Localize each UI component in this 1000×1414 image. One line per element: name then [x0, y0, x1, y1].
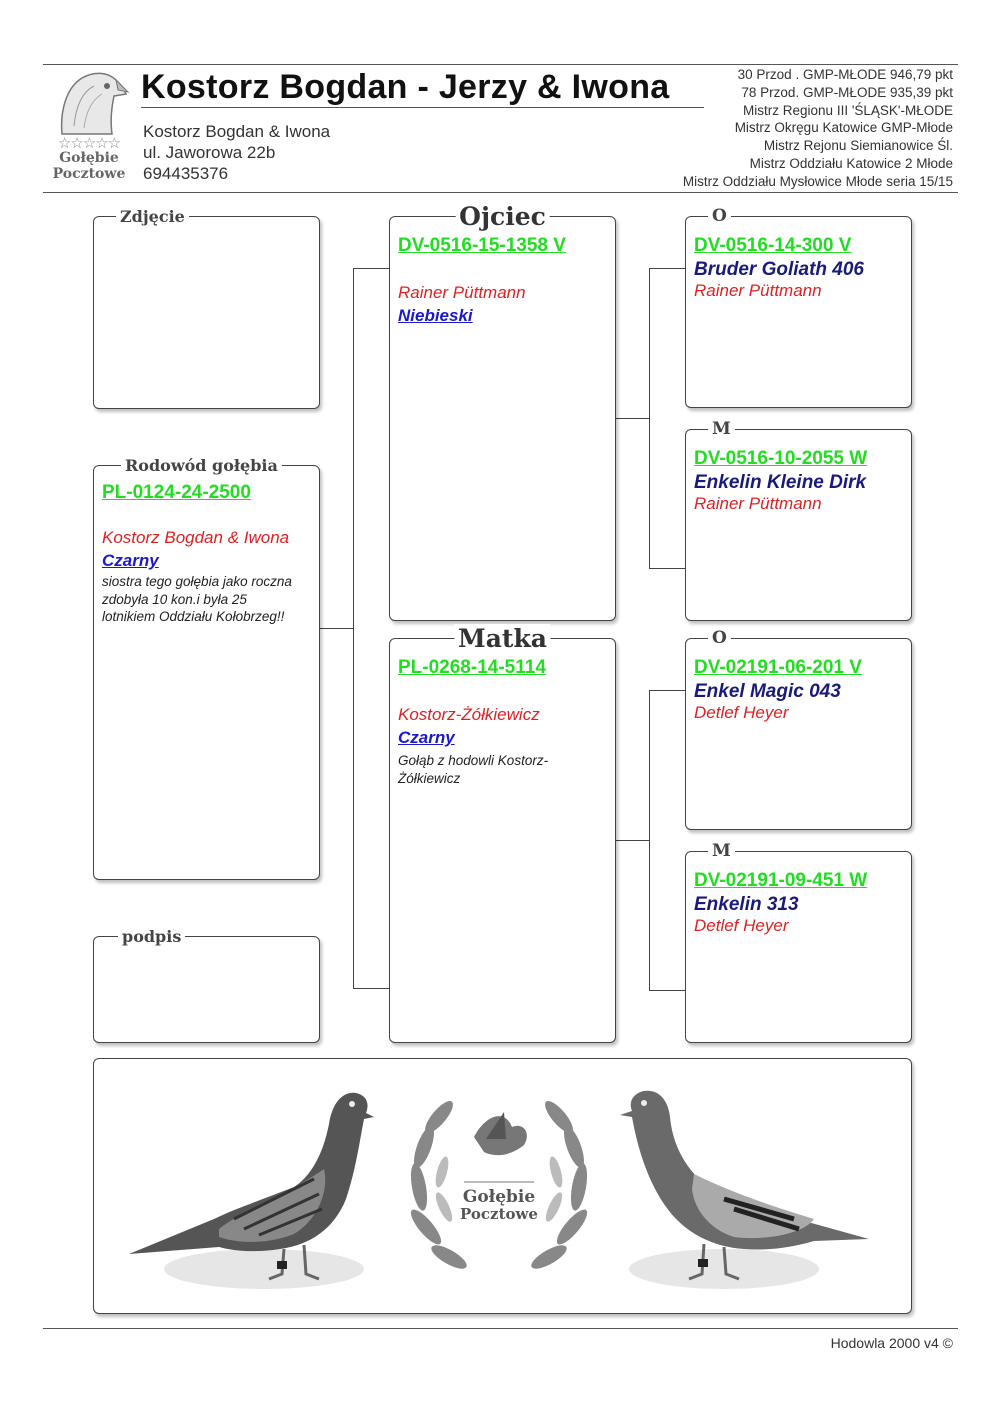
connector — [649, 690, 650, 991]
connector — [614, 418, 650, 419]
ff-name: Bruder Goliath 406 — [694, 259, 864, 280]
achievement-item: Mistrz Regionu III 'ŚLĄSK'-MŁODE — [743, 102, 953, 118]
title-underline — [141, 107, 704, 108]
achievement-item: Mistrz Rejonu Siemianowice Śl. — [763, 138, 953, 154]
grandparent-ff-card — [685, 206, 912, 408]
subject-color: Czarny — [102, 551, 159, 570]
wreath-emblem-icon — [394, 1077, 604, 1297]
signature-frame — [93, 927, 320, 1043]
logo-line2: Pocztowe — [52, 166, 126, 182]
mother-ring: PL-0268-14-5114 — [398, 657, 546, 678]
mother-title: Matka — [454, 624, 551, 653]
mother-card — [389, 624, 616, 1043]
connector — [353, 268, 389, 269]
owner-address: ul. Jaworowa 22b — [143, 143, 276, 162]
owner-info — [143, 121, 330, 184]
mother-color: Czarny — [398, 728, 455, 747]
stars-icon: ☆☆☆☆☆ — [57, 135, 121, 152]
header-bottom-rule — [43, 192, 958, 193]
ff-title: O — [708, 206, 731, 226]
grandparent-mf-card — [685, 628, 912, 830]
connector — [318, 628, 354, 629]
father-card — [389, 202, 616, 621]
fm-name: Enkelin Kleine Dirk — [694, 472, 867, 493]
achievement-item: 78 Przod. GMP-MŁODE 935,39 pkt — [741, 84, 953, 100]
mm-title: M — [708, 841, 735, 861]
footer-credit: Hodowla 2000 v4 © — [830, 1335, 953, 1351]
connector — [353, 268, 354, 989]
photo-title: Zdjęcie — [116, 207, 189, 226]
connector — [649, 268, 685, 269]
owner-phone: 694435376 — [143, 164, 229, 183]
pigeon-left-icon — [124, 1069, 374, 1299]
page-title: Kostorz Bogdan - Jerzy & Iwona — [141, 68, 670, 106]
achievement-item: 30 Przod . GMP-MŁODE 946,79 pkt — [737, 67, 953, 82]
grandparent-mm-card — [685, 841, 912, 1043]
mf-name: Enkel Magic 043 — [694, 681, 841, 702]
mf-ring: DV-02191-06-201 V — [694, 657, 862, 678]
subject-ring: PL-0124-24-2500 — [102, 482, 251, 503]
logo — [44, 66, 134, 186]
achievement-item: Mistrz Oddziału Mysłowice Młode seria 15/15 — [682, 173, 953, 189]
mother-note: Gołąb z hodowli Kostorz-Żółkiewicz — [398, 753, 549, 786]
pigeon-right-icon — [614, 1069, 874, 1299]
logo-line1: Gołębie — [59, 150, 119, 166]
subject-note: siostra tego gołębia jako roczna zdobyła 10 kon.i była 25 lotnikiem Oddziału Kołobrzeg!! — [102, 574, 292, 624]
fm-title: M — [708, 419, 735, 439]
banner-line1: Gołębie — [462, 1187, 536, 1207]
connector — [649, 990, 685, 991]
connector — [614, 840, 650, 841]
ff-ring: DV-0516-14-300 V — [694, 235, 852, 256]
father-breeder: Rainer Püttmann — [398, 283, 526, 302]
logo-text — [44, 150, 134, 182]
connector — [649, 568, 685, 569]
mf-title: O — [708, 628, 731, 648]
pigeon-head-icon — [52, 66, 130, 136]
mf-breeder: Detlef Heyer — [694, 703, 789, 722]
father-color: Niebieski — [398, 306, 473, 325]
achievement-item: Mistrz Okręgu Katowice GMP-Młode — [734, 120, 953, 136]
ff-breeder: Rainer Püttmann — [694, 281, 822, 300]
achievement-item: Mistrz Oddziału Katowice 2 Młode — [749, 155, 953, 171]
signature-title: podpis — [118, 927, 185, 946]
mm-ring: DV-02191-09-451 W — [694, 870, 868, 891]
connector — [649, 690, 685, 691]
footer-rule — [43, 1328, 958, 1329]
grandparent-fm-card — [685, 419, 912, 621]
mm-breeder: Detlef Heyer — [694, 916, 789, 935]
subject-breeder: Kostorz Bogdan & Iwona — [102, 528, 290, 547]
fm-breeder: Rainer Püttmann — [694, 494, 822, 513]
owner-name: Kostorz Bogdan & Iwona — [143, 122, 331, 141]
pigeons-banner — [93, 1058, 912, 1314]
connector — [649, 268, 650, 569]
achievements-list — [683, 66, 953, 191]
mm-name: Enkelin 313 — [694, 894, 799, 915]
header-top-rule — [43, 64, 958, 65]
connector — [353, 988, 389, 989]
fm-ring: DV-0516-10-2055 W — [694, 448, 868, 469]
subject-card — [93, 456, 320, 880]
banner-line2: Pocztowe — [460, 1205, 538, 1223]
mother-breeder: Kostorz-Żółkiewicz — [398, 705, 540, 724]
father-ring: DV-0516-15-1358 V — [398, 235, 566, 256]
photo-frame — [93, 207, 320, 409]
subject-title: Rodowód gołębia — [121, 456, 282, 475]
father-title: Ojciec — [455, 202, 550, 231]
